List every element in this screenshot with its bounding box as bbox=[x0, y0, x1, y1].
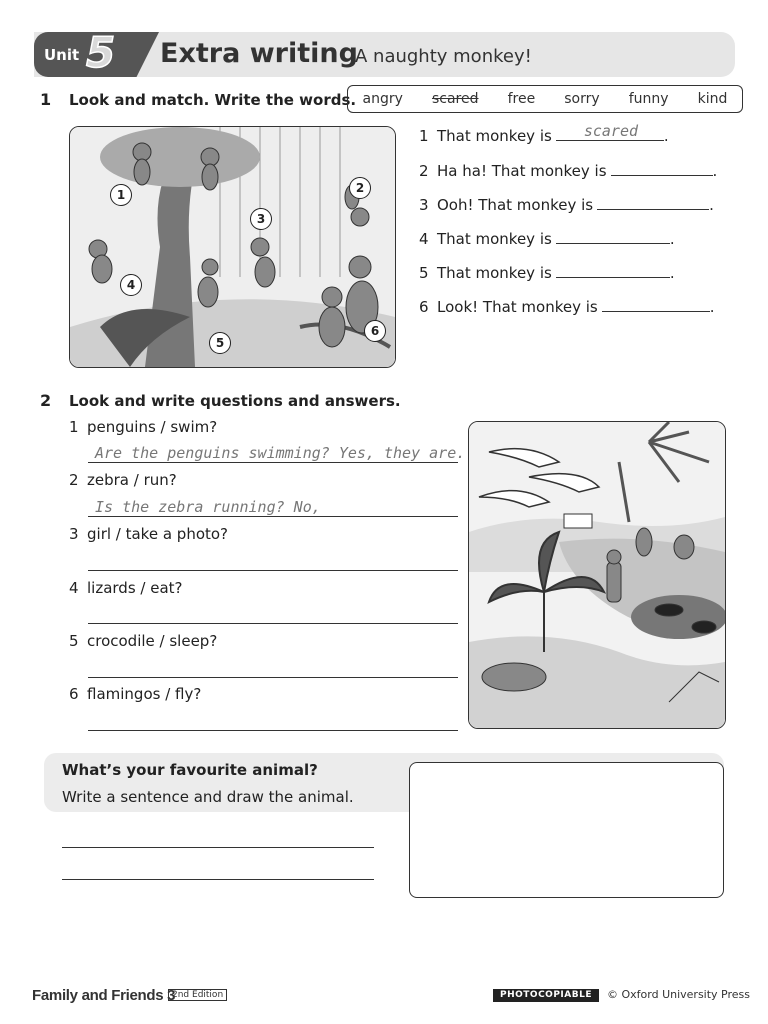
ex2-prompt bbox=[69, 685, 201, 703]
picture-label-6: 6 bbox=[364, 320, 386, 342]
item-text: That monkey is bbox=[437, 230, 552, 248]
item-text: Ooh! That monkey is bbox=[437, 196, 594, 214]
prompt-text: zebra / run? bbox=[87, 471, 177, 489]
ex1-item bbox=[419, 227, 675, 248]
jungle-picture bbox=[69, 126, 396, 368]
item-number: 5 bbox=[69, 632, 79, 650]
answer-blank[interactable] bbox=[611, 159, 713, 176]
item-number: 2 bbox=[69, 471, 79, 489]
sentence-line[interactable] bbox=[62, 879, 374, 880]
answer-line[interactable] bbox=[88, 570, 458, 571]
item-number: 5 bbox=[419, 264, 429, 282]
period: . bbox=[712, 162, 718, 180]
ex2-prompt bbox=[69, 471, 177, 489]
ex1-item bbox=[419, 193, 714, 214]
sentence-line[interactable] bbox=[62, 847, 374, 848]
prompt-text: flamingos / fly? bbox=[87, 685, 202, 703]
prompt-text: girl / take a photo? bbox=[87, 525, 229, 543]
answer-blank[interactable] bbox=[597, 193, 709, 210]
ex2-number: 2 bbox=[40, 391, 52, 410]
word-bank-item: kind bbox=[697, 91, 728, 107]
unit-label: Unit bbox=[44, 46, 80, 64]
prompt-text: lizards / eat? bbox=[87, 579, 183, 597]
picture-label-4: 4 bbox=[120, 274, 142, 296]
ex1-item bbox=[419, 261, 675, 282]
jungle-illustration bbox=[70, 127, 395, 367]
ex1-instruction: Look and match. Write the words. bbox=[69, 91, 357, 109]
answer-line[interactable] bbox=[88, 516, 458, 517]
picture-label-5: 5 bbox=[209, 332, 231, 354]
picture-label-2: 2 bbox=[349, 177, 371, 199]
item-number: 3 bbox=[419, 196, 429, 214]
item-number: 4 bbox=[69, 579, 79, 597]
favourite-question: What’s your favourite animal? bbox=[62, 761, 318, 779]
handwritten-answer: Are the penguins swimming? Yes, they are. bbox=[95, 444, 466, 462]
ex1-item bbox=[419, 124, 669, 145]
word-bank-item: free bbox=[507, 91, 536, 107]
answer-line[interactable] bbox=[88, 677, 458, 678]
zoo-illustration bbox=[469, 422, 725, 728]
page-title: Extra writing bbox=[160, 38, 358, 69]
item-text: Ha ha! That monkey is bbox=[437, 162, 607, 180]
answer-line[interactable] bbox=[88, 462, 458, 463]
word-bank bbox=[347, 85, 743, 113]
brand-logo: Family and Friends 3 bbox=[32, 987, 176, 1004]
item-text: That monkey is bbox=[437, 264, 552, 282]
ex2-prompt bbox=[69, 632, 217, 650]
drawing-box[interactable] bbox=[409, 762, 724, 898]
ex1-item bbox=[419, 295, 715, 316]
prompt-text: crocodile / sleep? bbox=[87, 632, 218, 650]
period: . bbox=[663, 127, 669, 145]
period: . bbox=[669, 230, 675, 248]
favourite-instruction: Write a sentence and draw the animal. bbox=[62, 788, 354, 806]
period: . bbox=[669, 264, 675, 282]
handwritten-answer: Is the zebra running? No, bbox=[95, 498, 321, 516]
photocopiable-badge: PHOTOCOPIABLE bbox=[493, 989, 599, 1002]
item-number: 6 bbox=[69, 685, 79, 703]
item-number: 3 bbox=[69, 525, 79, 543]
item-number: 1 bbox=[69, 418, 79, 436]
answer-line[interactable] bbox=[88, 623, 458, 624]
zoo-picture bbox=[468, 421, 726, 729]
ex2-prompt bbox=[69, 579, 183, 597]
handwritten-answer: scared bbox=[583, 122, 639, 140]
answer-line[interactable] bbox=[88, 730, 458, 731]
item-number: 2 bbox=[419, 162, 429, 180]
picture-label-1: 1 bbox=[110, 184, 132, 206]
ex1-item bbox=[419, 159, 717, 180]
word-bank-item: angry bbox=[362, 91, 403, 107]
answer-blank[interactable] bbox=[556, 261, 670, 278]
answer-blank[interactable] bbox=[602, 295, 710, 312]
ex2-instruction: Look and write questions and answers. bbox=[69, 392, 401, 410]
page-subtitle: A naughty monkey! bbox=[355, 46, 532, 67]
word-bank-item: sorry bbox=[564, 91, 600, 107]
item-text: That monkey is bbox=[437, 127, 552, 145]
answer-blank[interactable] bbox=[556, 124, 664, 141]
item-number: 6 bbox=[419, 298, 429, 316]
unit-number: 5 bbox=[86, 28, 116, 77]
copyright-text: © Oxford University Press bbox=[607, 988, 751, 1001]
period: . bbox=[709, 298, 715, 316]
item-number: 4 bbox=[419, 230, 429, 248]
answer-blank[interactable] bbox=[556, 227, 670, 244]
ex2-prompt bbox=[69, 418, 217, 436]
item-number: 1 bbox=[419, 127, 429, 145]
period: . bbox=[709, 196, 714, 214]
prompt-text: penguins / swim? bbox=[87, 418, 218, 436]
word-bank-item: scared bbox=[431, 91, 479, 107]
ex1-number: 1 bbox=[40, 90, 52, 109]
word-bank-item: funny bbox=[628, 91, 669, 107]
picture-label-3: 3 bbox=[250, 208, 272, 230]
edition-badge: 2nd Edition bbox=[168, 989, 227, 1001]
ex2-prompt bbox=[69, 525, 228, 543]
item-text: Look! That monkey is bbox=[437, 298, 598, 316]
